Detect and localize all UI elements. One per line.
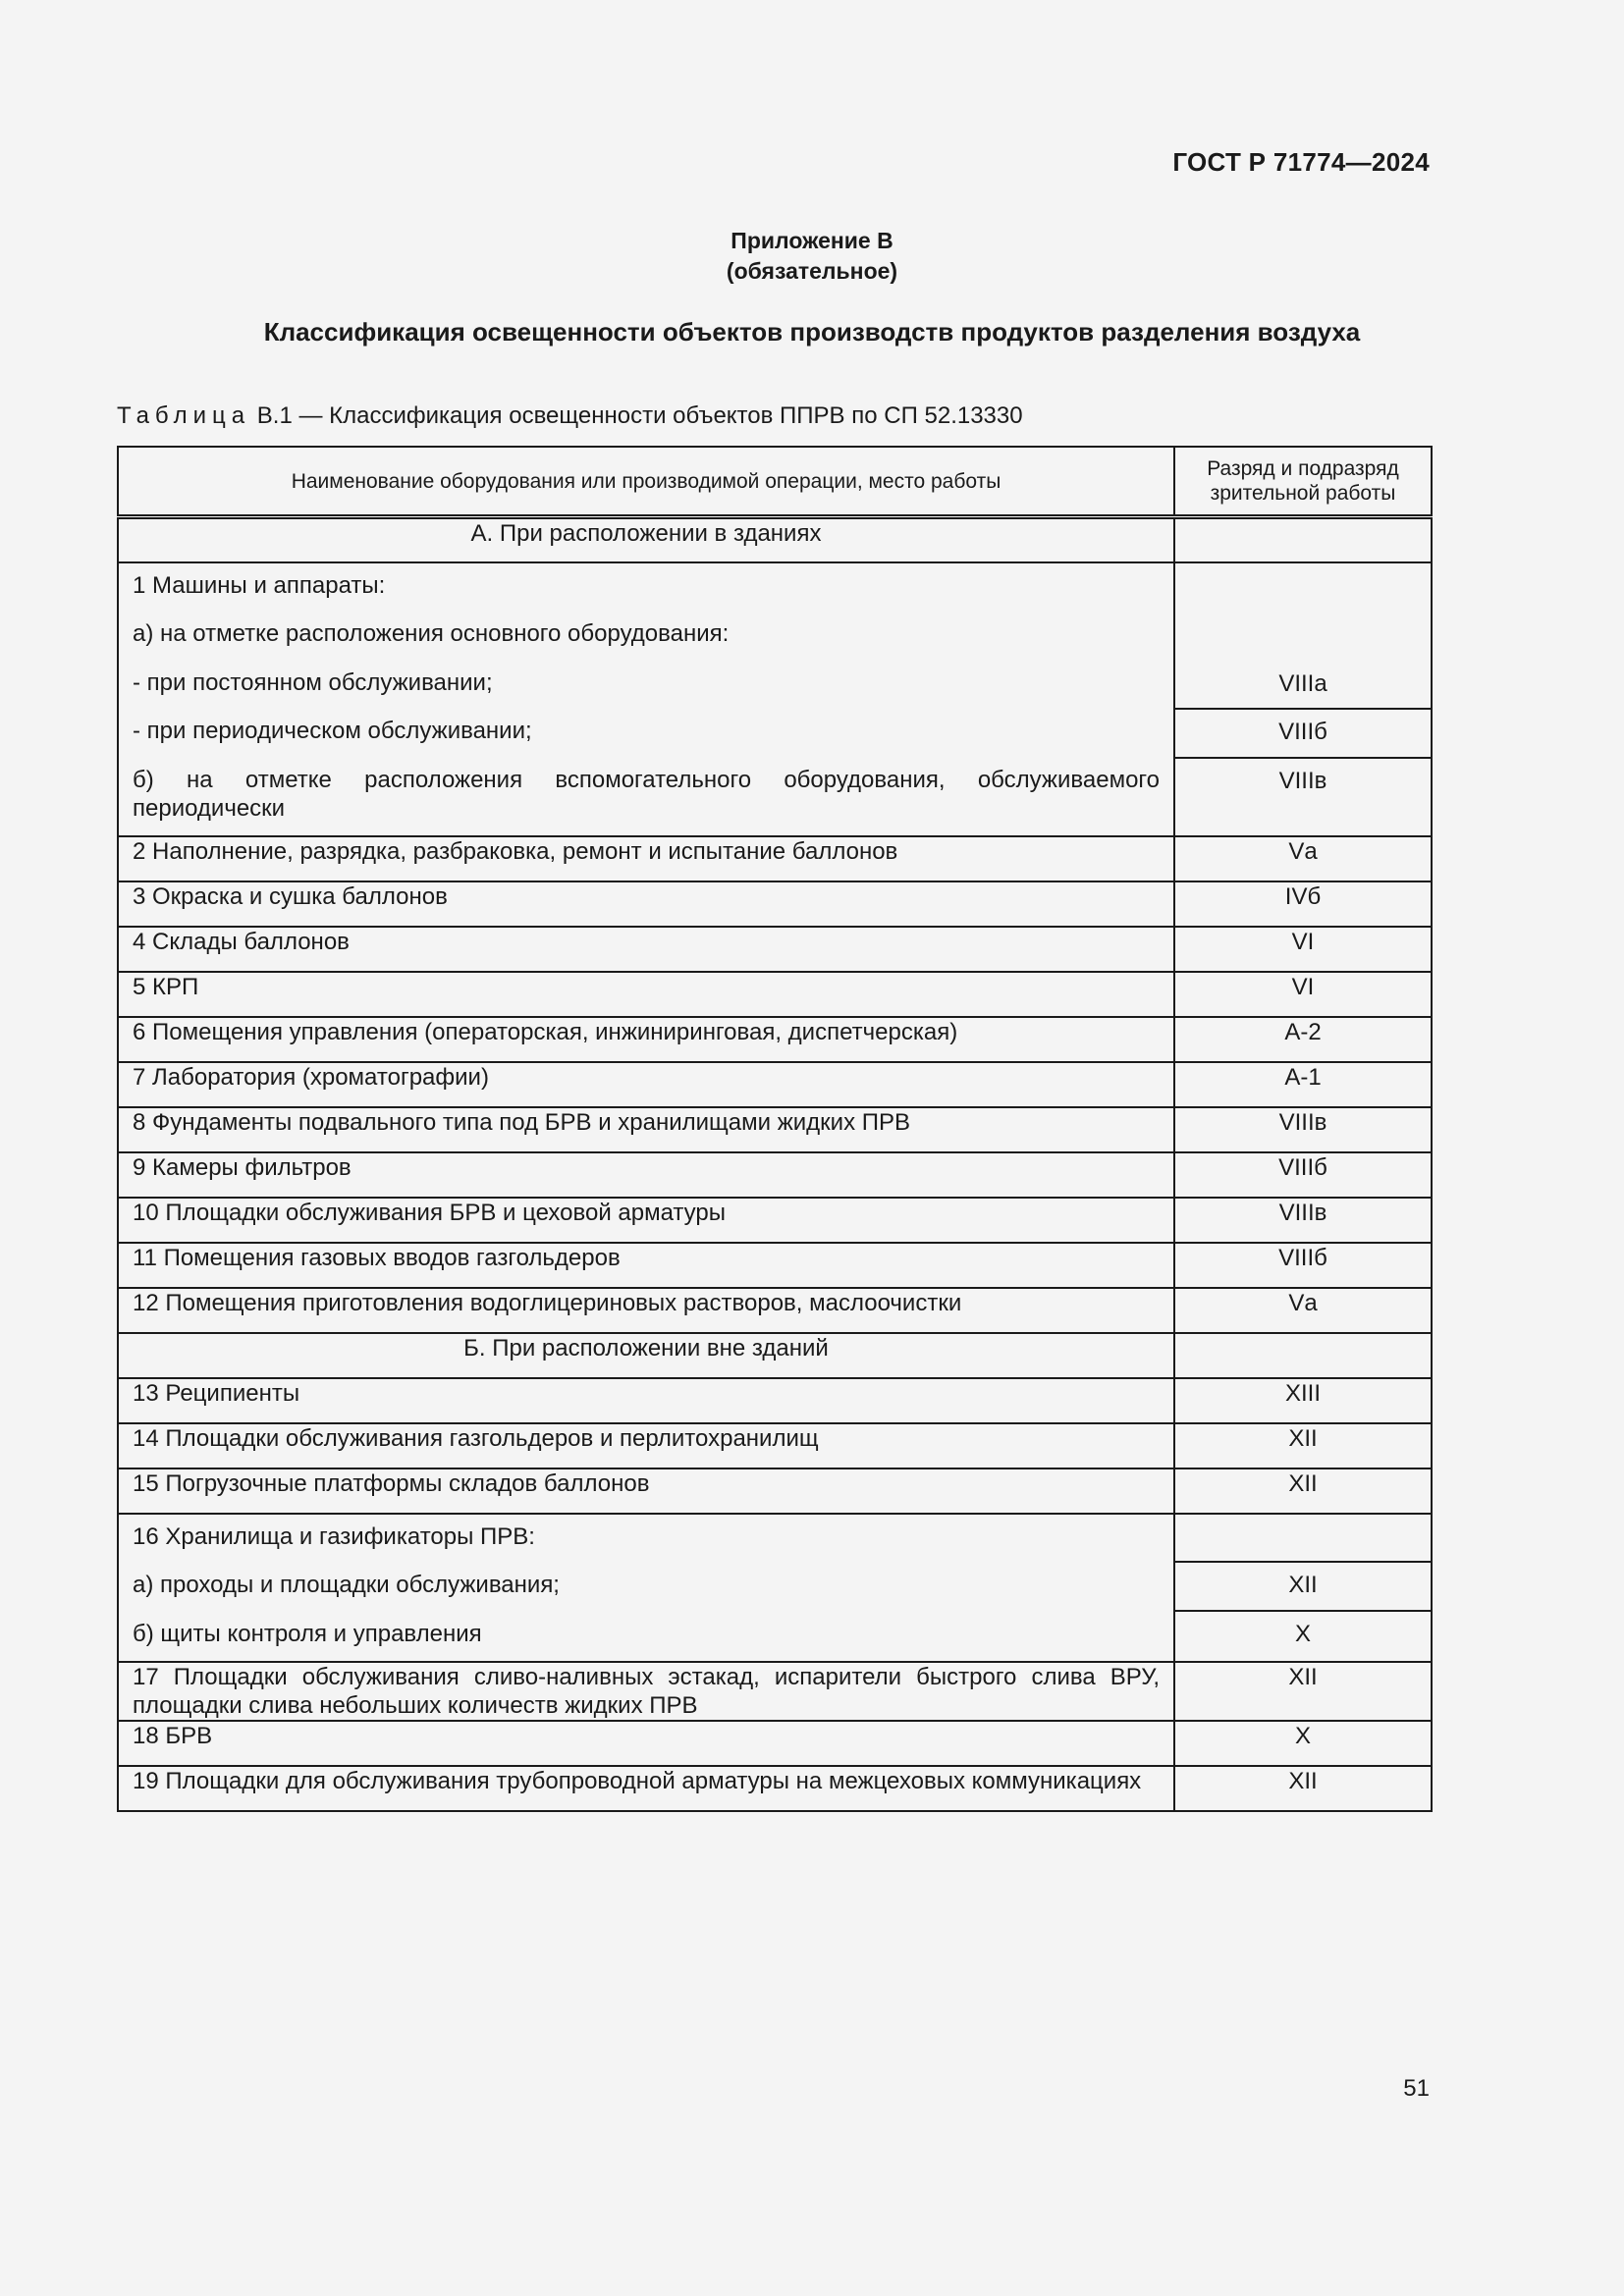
section-row: [118, 1333, 1432, 1378]
header-category-line1: Разряд и подразряд: [1207, 457, 1399, 480]
table-row: [118, 1662, 1432, 1721]
row-value: Vа: [1174, 1288, 1432, 1333]
table-caption-prefix: Таблица: [117, 402, 251, 429]
appendix-title: Классификация освещенности объектов производств продуктов разделения воздуха: [263, 317, 1361, 347]
table-row: [118, 1721, 1432, 1766]
page-number: 51: [1403, 2075, 1430, 2102]
row-name: 19 Площадки для обслуживания трубопроводной арматуры на межцеховых коммуникациях: [118, 1766, 1174, 1811]
row-value: X: [1294, 1620, 1311, 1647]
row-subitem: - при периодическом обслуживании;: [133, 718, 532, 745]
header-category-line2: зрительной работы: [1210, 482, 1396, 505]
row-name: 15 Погрузочные платформы складов баллонов: [118, 1468, 1174, 1514]
table-row: [118, 881, 1432, 927]
row-value: XIII: [1174, 1378, 1432, 1423]
table-row: [118, 1766, 1432, 1811]
table-row: [118, 1017, 1432, 1062]
table-row: [118, 562, 1432, 836]
row-value: VIIIб: [1174, 1152, 1432, 1198]
row-name: 11 Помещения газовых вводов газгольдеров: [118, 1243, 1174, 1288]
row-subitem: - при постоянном обслуживании;: [133, 668, 493, 696]
row-value: Vа: [1174, 836, 1432, 881]
table-header-row: [118, 447, 1432, 517]
row-value: VIIIв: [1278, 767, 1327, 794]
document-code: ГОСТ Р 71774—2024: [1172, 147, 1430, 177]
row-title: 16 Хранилища и газификаторы ПРВ:: [133, 1522, 535, 1550]
empty-cell: [1175, 563, 1431, 613]
row-value: X: [1174, 1721, 1432, 1766]
table-row: [118, 836, 1432, 881]
table-row: [118, 927, 1432, 972]
table-row: [118, 1243, 1432, 1288]
row-value: А-1: [1174, 1062, 1432, 1107]
row-name: 10 Площадки обслуживания БРВ и цеховой арматуры: [118, 1198, 1174, 1243]
table-row: [118, 972, 1432, 1017]
row-value: VI: [1174, 927, 1432, 972]
table-row: [118, 1288, 1432, 1333]
row-name: 4 Склады баллонов: [118, 927, 1174, 972]
row-value: VIIIв: [1174, 1198, 1432, 1243]
appendix-label: Приложение В: [731, 228, 893, 253]
row-subitem: б) щиты контроля и управления: [133, 1620, 482, 1647]
table-row: [118, 1468, 1432, 1514]
row-name: [118, 562, 1174, 836]
classification-table: [117, 446, 1433, 1812]
header-equipment: Наименование оборудования или производимой операции, место работы: [118, 447, 1174, 517]
section-title: Б. При расположении вне зданий: [118, 1333, 1174, 1378]
table-row: [118, 1198, 1432, 1243]
row-value: IVб: [1174, 881, 1432, 927]
row-name: 8 Фундаменты подвального типа под БРВ и хранилищами жидких ПРВ: [118, 1107, 1174, 1152]
table-caption-text: В.1 — Классификация освещенности объектов ППРВ по СП 52.13330: [256, 402, 1023, 429]
row-value: XII: [1175, 1563, 1431, 1612]
row-value: XII: [1174, 1662, 1432, 1721]
row-value: VIIIб: [1175, 710, 1431, 759]
row-name: 3 Окраска и сушка баллонов: [118, 881, 1174, 927]
section-value-empty: [1174, 1333, 1432, 1378]
empty-cell: [1175, 613, 1431, 662]
table-row: [118, 1423, 1432, 1468]
row-value: XII: [1174, 1468, 1432, 1514]
row-name: 9 Камеры фильтров: [118, 1152, 1174, 1198]
appendix-heading: [0, 226, 1624, 287]
row-value: VIIIб: [1174, 1243, 1432, 1288]
row-name: 14 Площадки обслуживания газгольдеров и перлитохранилищ: [118, 1423, 1174, 1468]
row-name: 5 КРП: [118, 972, 1174, 1017]
row-value-group: [1174, 562, 1432, 836]
empty-cell: [1175, 1515, 1431, 1564]
row-subitem: а) проходы и площадки обслуживания;: [133, 1572, 560, 1599]
row-value: А-2: [1174, 1017, 1432, 1062]
appendix-status: (обязательное): [726, 258, 898, 284]
row-value-group: [1174, 1514, 1432, 1662]
row-value: XII: [1174, 1423, 1432, 1468]
table-row: [118, 1514, 1432, 1662]
row-name: 6 Помещения управления (операторская, инжиниринговая, диспетчерская): [118, 1017, 1174, 1062]
row-name: 13 Реципиенты: [118, 1378, 1174, 1423]
row-title: 1 Машины и аппараты:: [133, 571, 386, 599]
section-row: [118, 517, 1432, 562]
section-title: А. При расположении в зданиях: [118, 517, 1174, 562]
row-name: 17 Площадки обслуживания сливо-наливных эстакад, испарители быстрого слива ВРУ, площадки слива небольших количеств жидких ПРВ: [118, 1662, 1174, 1721]
table-row: [118, 1107, 1432, 1152]
table-row: [118, 1062, 1432, 1107]
row-name: [118, 1514, 1174, 1662]
row-value: VIIIв: [1174, 1107, 1432, 1152]
row-name: 18 БРВ: [118, 1721, 1174, 1766]
header-category: [1174, 447, 1432, 517]
row-name: 12 Помещения приготовления водоглицериновых растворов, маслоочистки: [118, 1288, 1174, 1333]
row-name: 2 Наполнение, разрядка, разбраковка, ремонт и испытание баллонов: [118, 836, 1174, 881]
section-value-empty: [1174, 517, 1432, 562]
row-value: XII: [1174, 1766, 1432, 1811]
row-value: VI: [1174, 972, 1432, 1017]
row-subitem: б) на отметке расположения вспомогательного оборудования, обслуживаемого периодически: [133, 766, 1160, 822]
table-row: [118, 1378, 1432, 1423]
table-caption: [117, 402, 1023, 430]
row-name: 7 Лаборатория (хроматографии): [118, 1062, 1174, 1107]
row-subitem: а) на отметке расположения основного оборудования:: [133, 620, 730, 648]
table-row: [118, 1152, 1432, 1198]
row-value: VIIIа: [1175, 662, 1431, 711]
